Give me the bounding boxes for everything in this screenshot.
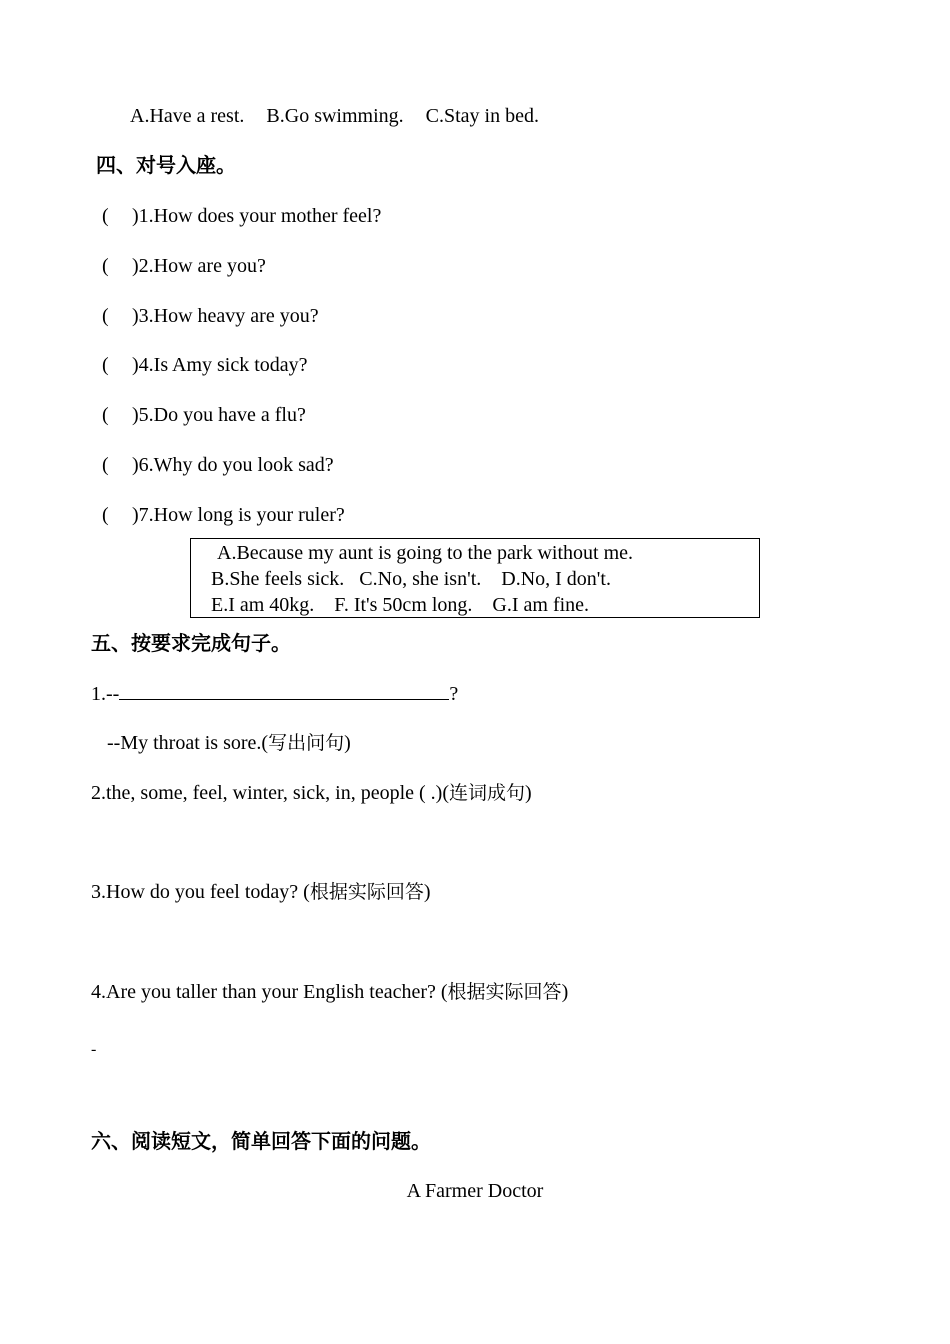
passage-title: A Farmer Doctor: [406, 1180, 544, 1202]
sentence-task-3: 3.How do you feel today? (根据实际回答): [91, 881, 431, 903]
section-5-heading: 五、按要求完成句子。: [91, 631, 291, 655]
match-question-7: ( )7.How long is your ruler?: [102, 504, 345, 526]
answer-line-1: A.Because my aunt is going to the park without me.: [217, 542, 634, 564]
answer-options-box: [190, 538, 760, 618]
match-question-4: ( )4.Is Amy sick today?: [102, 354, 308, 376]
match-question-2: ( )2.How are you?: [102, 255, 266, 277]
stray-dash: -: [91, 1041, 97, 1058]
sentence-task-1-answer: --My throat is sore.(写出问句): [107, 732, 351, 754]
match-question-5: ( )5.Do you have a flu?: [102, 404, 306, 426]
option-b: B.Go swimming.: [266, 105, 404, 127]
answer-line-3: E.I am 40kg. F. It's 50cm long. G.I am fine.: [211, 594, 590, 616]
match-question-3: ( )3.How heavy are you?: [102, 305, 319, 327]
section-4-heading: 四、对号入座。: [96, 153, 236, 177]
option-a: A.Have a rest.: [130, 105, 245, 127]
answer-line-2: B.She feels sick. C.No, she isn't. D.No, I don't.: [211, 568, 611, 590]
match-question-6: ( )6.Why do you look sad?: [102, 454, 334, 476]
option-c: C.Stay in bed.: [425, 105, 539, 127]
answer-blank[interactable]: [119, 681, 449, 700]
sentence-task-1: 1.-- ?: [91, 683, 459, 705]
match-question-1: ( )1.How does your mother feel?: [102, 205, 382, 227]
sentence-task-2: 2.the, some, feel, winter, sick, in, people ( .)(连词成句): [91, 782, 532, 804]
section-6-heading: 六、阅读短文，简单回答下面的问题。: [91, 1129, 431, 1153]
previous-question-options: [130, 104, 561, 128]
sentence-task-4: 4.Are you taller than your English teacher? (根据实际回答): [91, 981, 569, 1003]
